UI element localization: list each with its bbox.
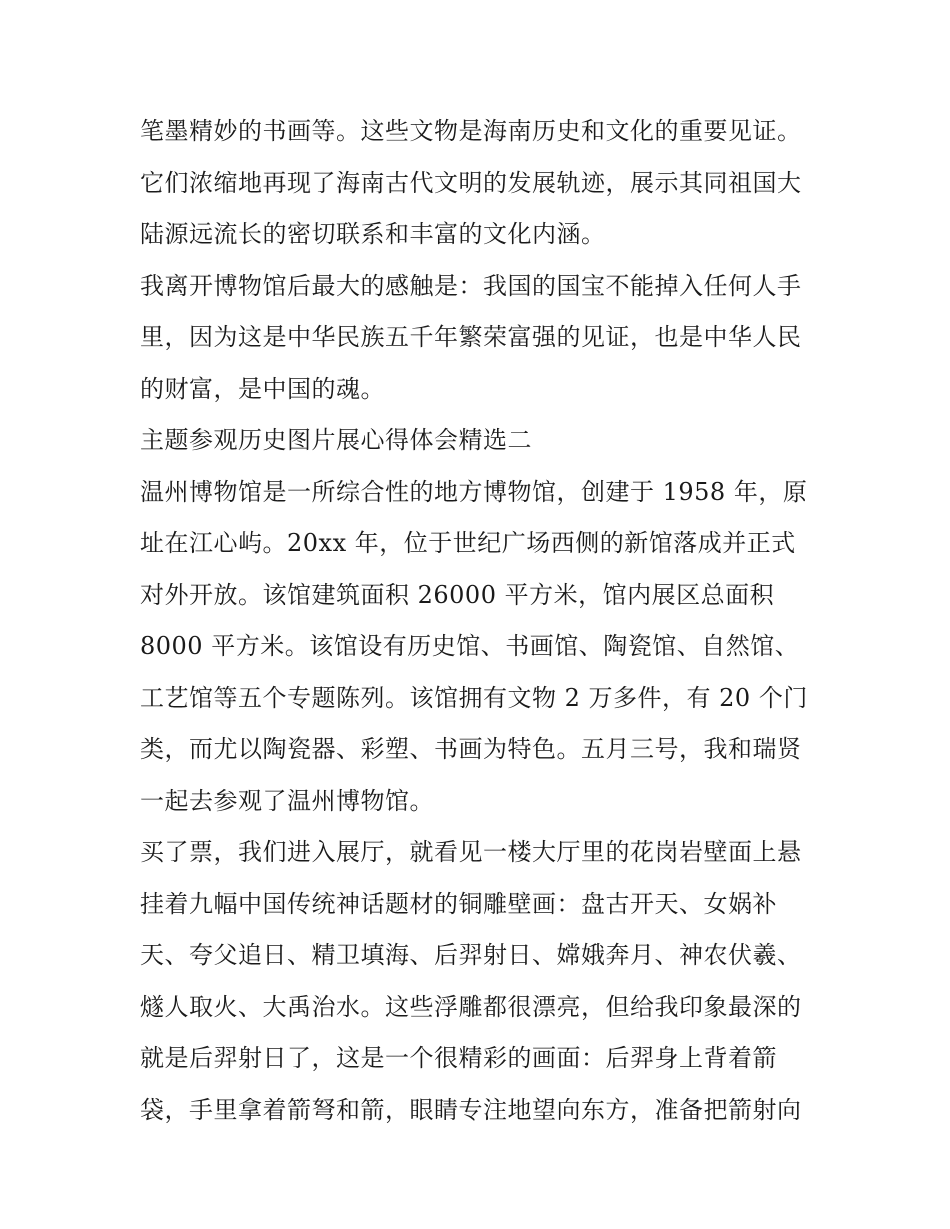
text-line-17: 天、夸父追日、精卫填海、后羿射日、嫦娥奔月、神农伏羲、 bbox=[140, 941, 802, 969]
text-line-18: 燧人取火、大禹治水。这些浮雕都很漂亮，但给我印象最深的 bbox=[140, 992, 802, 1021]
text-line-1: 笔墨精妙的书画等。这些文物是海南历史和文化的重要见证。 bbox=[140, 117, 802, 145]
text-line-2: 它们浓缩地再现了海南古代文明的发展轨迹，展示其同祖国大 bbox=[140, 168, 802, 197]
text-line-19: 就是后羿射日了，这是一个很精彩的画面：后羿身上背着箭 bbox=[140, 1044, 777, 1072]
text-line-20: 袋，手里拿着箭弩和箭，眼睛专注地望向东方，准备把箭射向 bbox=[140, 1095, 802, 1124]
text-line-12: 工艺馆等五个专题陈列。该馆拥有文物 2 万多件，有 20 个门 bbox=[140, 683, 808, 712]
body-text bbox=[140, 106, 820, 1136]
text-line-9: 址在江心屿。20xx 年，位于世纪广场西侧的新馆落成并正式 bbox=[140, 529, 796, 557]
text-line-3: 陆源远流长的密切联系和丰富的文化内涵。 bbox=[140, 220, 606, 248]
text-line-11: 8000 平方米。该馆设有历史馆、书画馆、陶瓷馆、自然馆、 bbox=[140, 632, 800, 660]
text-line-4: 我离开博物馆后最大的感触是：我国的国宝不能掉入任何人手 bbox=[140, 271, 802, 300]
text-line-15: 买了票，我们进入展厅，就看见一楼大厅里的花岗岩壁面上悬 bbox=[140, 838, 802, 866]
text-line-8: 温州博物馆是一所综合性的地方博物馆，创建于 1958 年，原 bbox=[140, 477, 808, 506]
text-line-14: 一起去参观了温州博物馆。 bbox=[140, 786, 434, 815]
text-line-13: 类，而尤以陶瓷器、彩塑、书画为特色。五月三号，我和瑞贤 bbox=[140, 735, 802, 763]
text-line-5: 里，因为这是中华民族五千年繁荣富强的见证，也是中华人民 bbox=[140, 323, 802, 351]
text-line-16: 挂着九幅中国传统神话题材的铜雕壁画：盘古开天、女娲补 bbox=[140, 889, 777, 918]
text-line-6: 的财富，是中国的魂。 bbox=[140, 374, 385, 403]
section-heading: 主题参观历史图片展心得体会精选二 bbox=[140, 426, 532, 454]
text-line-10: 对外开放。该馆建筑面积 26000 平方米，馆内展区总面积 bbox=[140, 580, 775, 609]
